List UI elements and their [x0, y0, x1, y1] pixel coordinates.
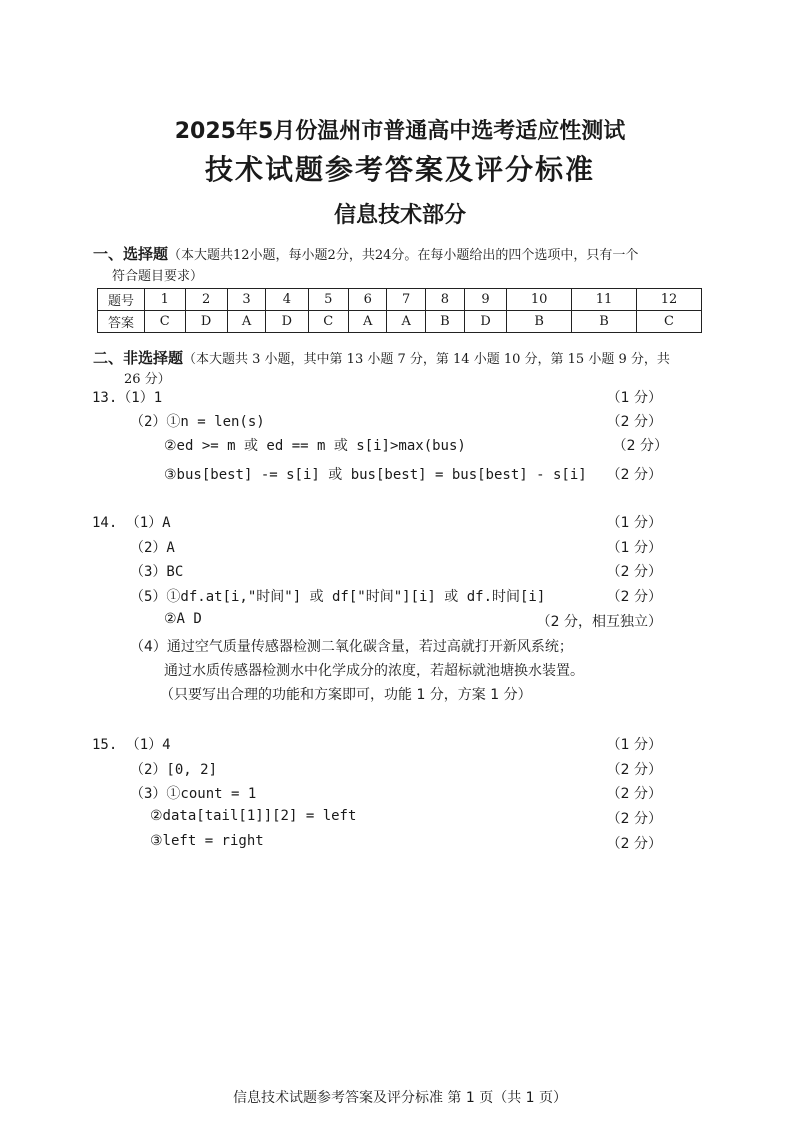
q14-line-8: （只要写出合理的功能和方案即可，功能 1 分，方案 1 分） [160, 687, 532, 703]
q14-score-3: （2 分） [606, 564, 662, 580]
q14-score-1: （1 分） [606, 515, 662, 531]
q13-score-4: （2 分） [606, 467, 662, 483]
q15-score-1: （1 分） [606, 737, 662, 753]
q15-score-5: （2 分） [606, 836, 662, 852]
section2-note: （本大题共 3 小题，其中第 13 小题 7 分，第 14 小题 10 分，第 15 小题 9 分，共 [183, 352, 670, 367]
section2-heading-line [93, 347, 670, 368]
q15-line-5: ③left = right [150, 833, 264, 849]
table-header-cell: 答案 [98, 311, 145, 333]
answer-table [97, 288, 702, 333]
q13-line-3: ②ed >= m 或 ed == m 或 s[i]>max(bus) [164, 438, 466, 454]
question-number-cell: 4 [266, 289, 308, 311]
answer-cell: D [185, 311, 227, 333]
q14-line-4: （5）①df.at[i,"时间"] 或 df["时间"][i] 或 df.时间[i] [130, 589, 546, 605]
q14-score-5: （2 分，相互独立） [536, 614, 662, 630]
question-number-cell: 9 [464, 289, 506, 311]
answer-cell: A [227, 311, 265, 333]
q15-score-3: （2 分） [606, 786, 662, 802]
q14-line-3: （3）BC [130, 564, 184, 580]
exam-title: 2025年5月份温州市普通高中选考适应性测试 [174, 119, 626, 144]
q15-score-4: （2 分） [606, 811, 662, 827]
q14-line-1: 14. （1）A [92, 515, 171, 531]
question-number-cell: 8 [425, 289, 464, 311]
question-number-cell: 2 [185, 289, 227, 311]
section1-note-cont: 符合题目要求） [112, 269, 204, 284]
q14-score-4: （2 分） [606, 589, 662, 605]
q14-line-5: ②A D [164, 611, 202, 627]
section2-heading: 二、非选择题 [93, 349, 184, 367]
q14-line-2: （2）A [130, 540, 175, 556]
question-number-cell: 6 [349, 289, 387, 311]
table-row [98, 311, 702, 333]
answer-cell: A [349, 311, 387, 333]
q15-line-2: （2）[0, 2] [130, 762, 218, 778]
question-number-cell: 10 [507, 289, 572, 311]
answer-cell: B [572, 311, 637, 333]
q14-score-2: （1 分） [606, 540, 662, 556]
question-number-cell: 1 [145, 289, 186, 311]
q15-score-2: （2 分） [606, 762, 662, 778]
answer-cell: B [507, 311, 572, 333]
question-number-cell: 11 [572, 289, 637, 311]
answer-cell: D [464, 311, 506, 333]
answer-cell: C [637, 311, 702, 333]
q13-line-2: （2）①n = len(s) [130, 414, 265, 430]
section1-heading: 一、选择题 [93, 245, 169, 263]
q13-score-3: （2 分） [612, 438, 668, 454]
page-footer: 信息技术试题参考答案及评分标准 第 1 页（共 1 页） [232, 1090, 568, 1106]
table-header-cell: 题号 [98, 289, 145, 311]
q14-line-7: 通过水质传感器检测水中化学成分的浓度，若超标就池塘换水装置。 [164, 663, 584, 679]
q13-line-4: ③bus[best] -= s[i] 或 bus[best] = bus[best] - s[i] [164, 467, 587, 483]
q13-score-2: （2 分） [606, 414, 662, 430]
q14-line-6: （4）通过空气质量传感器检测二氧化碳含量，若过高就打开新风系统； [130, 639, 573, 655]
section1-note: （本大题共12小题，每小题2分，共24分。在每小题给出的四个选项中，只有一个 [168, 248, 639, 263]
q15-line-4: ②data[tail[1]][2] = left [150, 808, 357, 824]
table-row [98, 289, 702, 311]
answer-cell: B [425, 311, 464, 333]
question-number-cell: 5 [308, 289, 349, 311]
answer-cell: A [387, 311, 425, 333]
q13-score-1: （1 分） [606, 390, 662, 406]
answer-cell: D [266, 311, 308, 333]
document-title: 技术试题参考答案及评分标准 [204, 153, 595, 186]
q13-line-1: 13.（1）1 [92, 390, 163, 406]
question-number-cell: 12 [637, 289, 702, 311]
answer-cell: C [308, 311, 349, 333]
section1-heading-line [93, 243, 638, 264]
question-number-cell: 3 [227, 289, 265, 311]
section-title: 信息技术部分 [333, 203, 466, 228]
q15-line-3: （3）①count = 1 [130, 786, 257, 802]
question-number-cell: 7 [387, 289, 425, 311]
q15-line-1: 15. （1）4 [92, 737, 171, 753]
section2-note-cont: 26 分） [124, 372, 171, 387]
answer-cell: C [145, 311, 186, 333]
